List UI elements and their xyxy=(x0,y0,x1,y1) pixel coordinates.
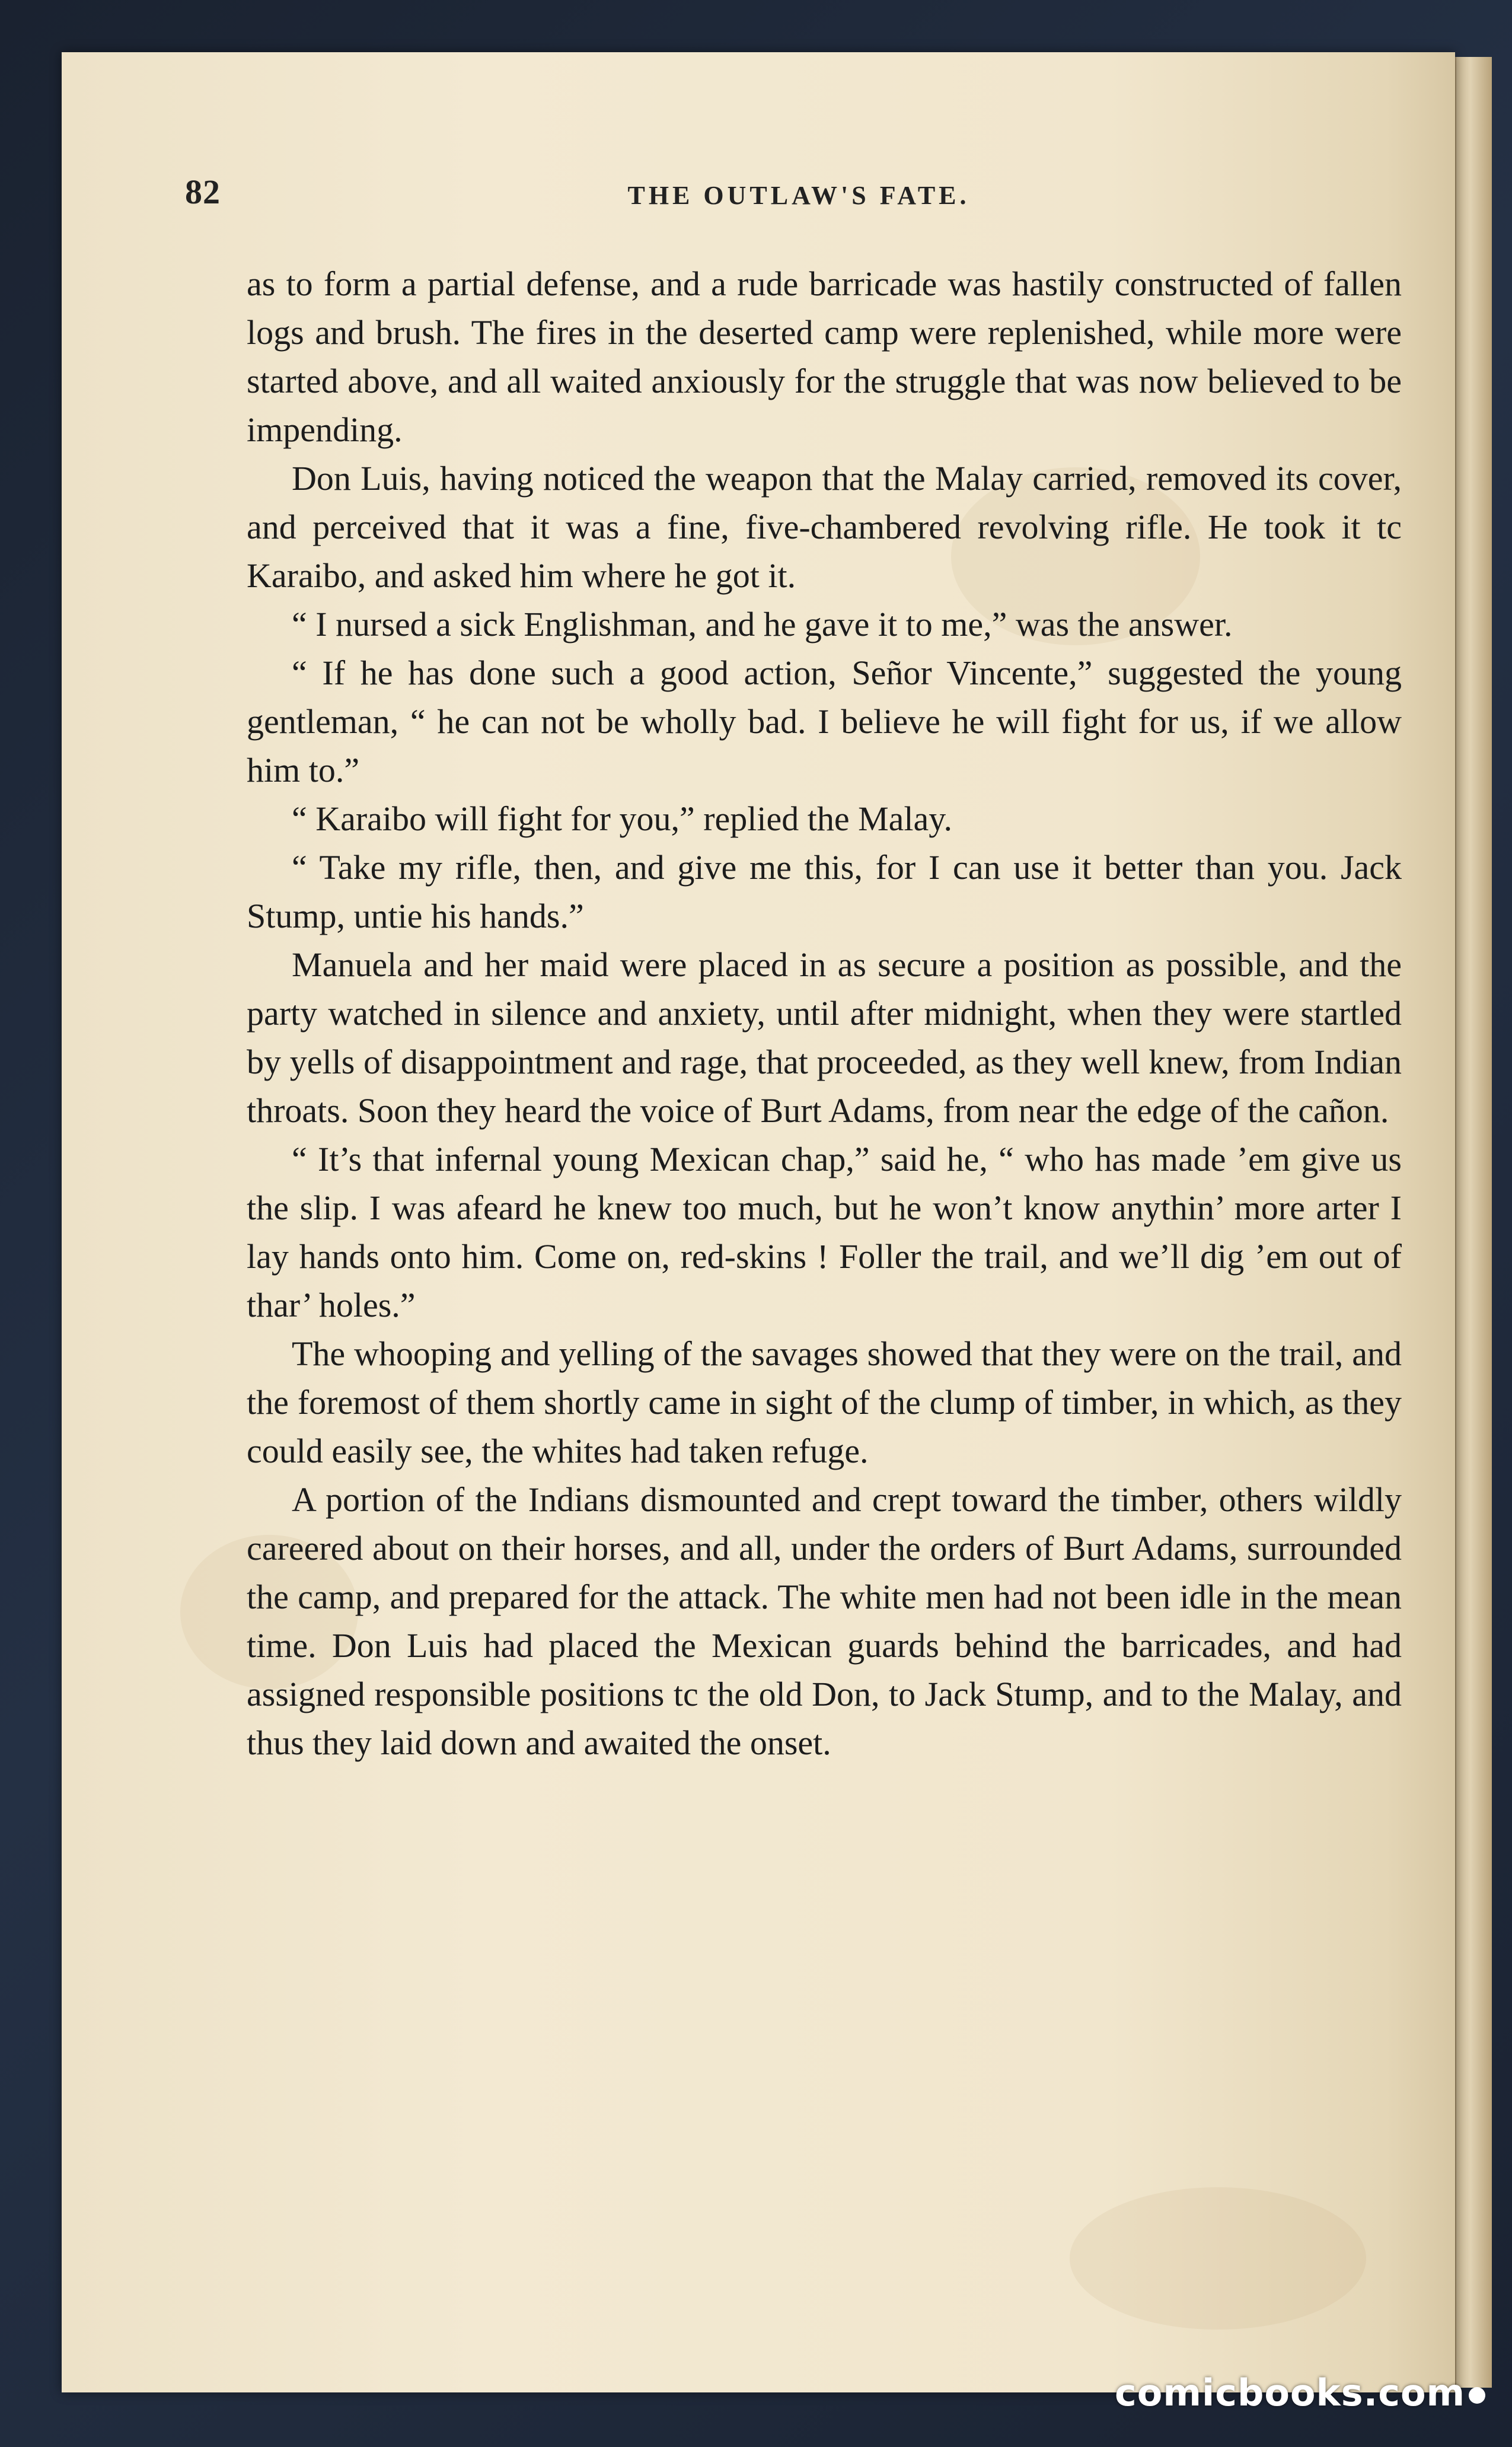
watermark xyxy=(1115,2371,1485,2414)
paragraph: “ Take my rifle, then, and give me this, for I can use it better than you. Jack Stump, untie his hands.” xyxy=(247,848,1402,935)
running-head: THE OUTLAW'S FATE. xyxy=(627,181,970,210)
watermark-text: comicbooks.com xyxy=(1115,2371,1466,2414)
paragraph: Manuela and her maid were placed in as secure a position as possible, and the party watched in silence and anxiety, until after midnight, when they were startled by yells of disappointment and rage, that proceeded, as they well knew, from Indian throats. Soon they heard the voice of Burt Adams, from near the edge of the cañon. xyxy=(247,945,1402,1130)
paragraph: A portion of the Indians dismounted and crept toward the timber, others wildly careered about on their horses, and all, under the orders of Burt Adams, surrounded the camp, and prepared for the attack. The white men had not been idle in the mean time. Don Luis had placed the Mexican guards behind the barricades, and had assigned responsible positions tc the old Don, to Jack Stump, and to the Malay, and thus they laid down and awaited the onset. xyxy=(247,1480,1402,1762)
paragraph: “ Karaibo will fight for you,” replied the Malay. xyxy=(292,799,952,838)
paragraph: Don Luis, having noticed the weapon that the Malay carried, removed its cover, and perceived that it was a fine, five-chambered revolving rifle. He took it tc Karaibo, and asked him where he got it. xyxy=(247,459,1402,595)
paragraph: “ If he has done such a good action, Señor Vincente,” suggested the young gentleman, “ he can not be wholly bad. I believe he will fight for us, if we allow him to.” xyxy=(247,654,1402,789)
page-edge xyxy=(1455,57,1492,2388)
page-number: 82 xyxy=(185,173,221,211)
page-header xyxy=(185,172,1395,225)
paragraph: as to form a partial defense, and a rude barricade was hastily constructed of fallen logs and brush. The fires in the deserted camp were replenished, while more were started above, and all waited anxiously for the struggle that was now believed to be impending. xyxy=(247,265,1402,449)
body-text xyxy=(247,260,1402,1767)
watermark-dot-icon xyxy=(1469,2387,1485,2404)
paragraph: “ I nursed a sick Englishman, and he gave it to me,” was the answer. xyxy=(292,605,1233,643)
paper-stain xyxy=(1070,2187,1366,2330)
paragraph: “ It’s that infernal young Mexican chap,” said he, “ who has made ’em give us the slip. I was afeard he knew too much, but he won’t know anythin’ more arter I lay hands onto him. Come on, red-skins ! Foller the trail, and we’ll dig ’em out of thar’ holes.” xyxy=(247,1140,1402,1324)
paragraph: The whooping and yelling of the savages showed that they were on the trail, and the foremost of them shortly came in sight of the clump of timber, in which, as they could easily see, the whites had taken refuge. xyxy=(247,1334,1402,1470)
